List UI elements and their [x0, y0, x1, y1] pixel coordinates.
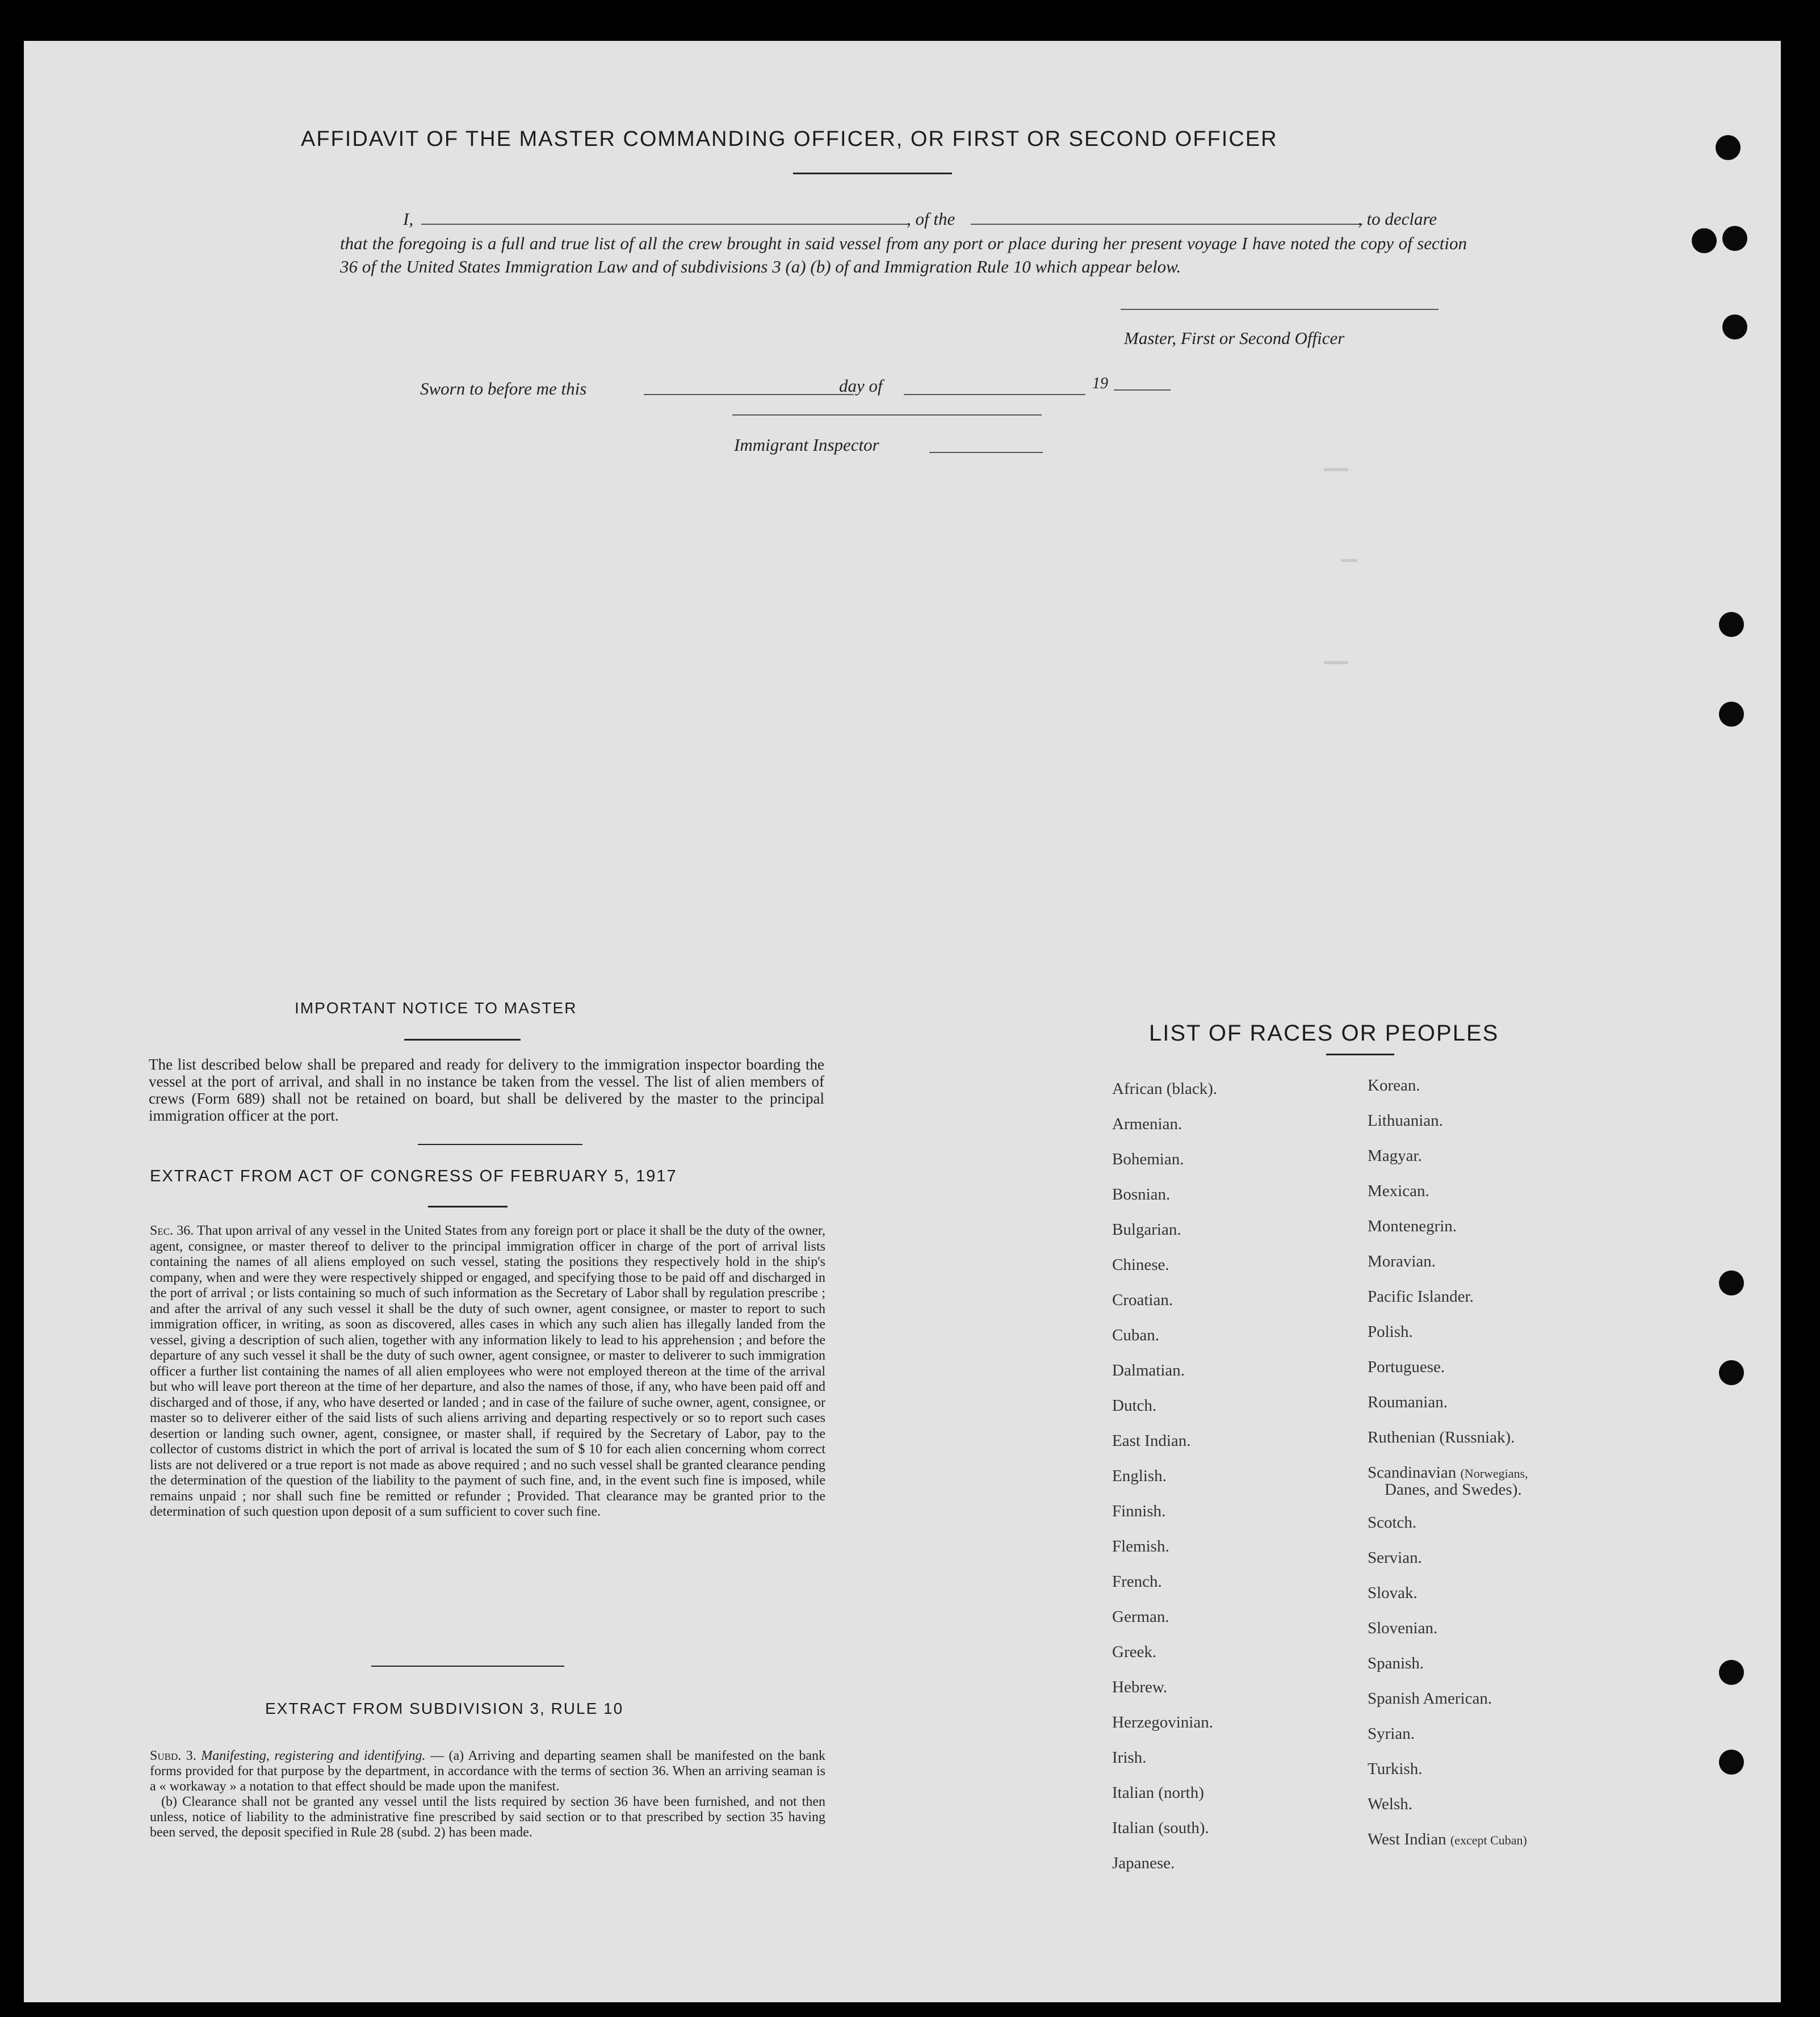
title-underline [793, 173, 952, 174]
race-item: Dalmatian. [1112, 1361, 1185, 1379]
race-note: (except Cuban) [1450, 1833, 1527, 1847]
race-item: Bosnian. [1112, 1185, 1171, 1204]
race-item: Spanish American. [1368, 1689, 1492, 1708]
notice-title: IMPORTANT NOTICE TO MASTER [295, 999, 577, 1017]
form-page [24, 41, 1781, 2002]
section-36-text: That upon arrival of any vessel in the United States from any foreign port or place it shall be the duty of the owner, agent, consignee, or master thereof to deliver to the principal immigration officer in charge of the port of arrival lists containing the names of all aliens employed on such vessel, stating the positions they respectively hold in the ship's company, when and were they were respectively shipped or engaged, and specifying those to be paid off and discharged in the port of arrival ; or lists containing so much of such information as the Secretary of Labor shall by regulation prescribe ; and after the arrival of any such vessel it shall be the duty of such owner, agent consignee, or master to report to such immigration officer, in writing, as soon as discovered, alles cases in which any such alien has illegally landed from the vessel, giving a description of such alien, together with any information likely to lead to his apprehension ; and before the departure of any such vessel it shall be the duty of such owner, agent consignee, or master to deliverer to such immigration officer a further list containing the names of all alien employees who were not employed thereon at the time of the arrival but who will leave port thereon at the time of her departure, and also the names of those, if any, who have been paid off and discharged and of those, if any, who have deserted or landed ; and in case of the failure of suche owner, agent, consignee, or master so to deliverer either of the said lists of such aliens arriving and departing respectively or so to report such cases desertion or landing such owner, agent, consignee, or master shall, if required by the Secretary of Labor, pay to the collector of customs district in which the port of arrival is located the sum of $ 10 for each alien concerning whom correct lists are not delivered or a true report is not made as above required ; and no such vessel shall be granted clearance pending the determination of the question of the liability to the payment of such fine, and, in the event such fine is imposed, while remains unpaid ; nor shall such fine be remitted or refunder ; Provided. That clearance may be granted prior to the determination of such question upon deposit of a sum sufficient to cover such fine. [150, 1223, 825, 1519]
race-item: Croatian. [1112, 1291, 1173, 1309]
inspector-signature-field[interactable] [732, 414, 1042, 416]
inspector-line [929, 452, 1043, 453]
races-title: LIST OF RACES OR PEOPLES [1149, 1021, 1499, 1046]
rule-paragraph-b: (b) Clearance shall not be granted any vessel until the lists required by section 36 have been furnished, and not then unless, notice of liability to the administrative fine prescribed by said section or to that prescribed by section 35 having been served, the deposit specified in Rule 28 (subd. 2) has been made. [150, 1794, 825, 1840]
race-note: (Norwegians, [1460, 1466, 1528, 1481]
race-item: Cuban. [1112, 1326, 1159, 1344]
race-item: Slovenian. [1368, 1619, 1438, 1637]
race-item: Syrian. [1368, 1725, 1415, 1743]
race-item: Polish. [1368, 1323, 1413, 1341]
punch-hole [1716, 135, 1741, 160]
race-name: West Indian [1368, 1830, 1446, 1848]
punch-hole [1722, 226, 1747, 251]
rule-paragraph-a [150, 1748, 825, 1794]
bleed-through-mark: ▬▬▬ [1324, 461, 1349, 476]
subdivision-label: Subd. 3. [150, 1748, 196, 1763]
races-underline [1326, 1054, 1394, 1055]
race-item: Bulgarian. [1112, 1221, 1181, 1239]
race-item: Servian. [1368, 1549, 1422, 1567]
race-item: African (black). [1112, 1080, 1218, 1098]
sworn-year-field[interactable] [1114, 389, 1171, 391]
bleed-through-mark: ▬▬ [1341, 552, 1357, 567]
race-name: Scandinavian [1368, 1464, 1457, 1482]
punch-hole [1719, 1750, 1744, 1775]
punch-hole [1719, 1660, 1744, 1685]
act-extract-divider [371, 1666, 564, 1667]
sworn-label: Sworn to before me this [420, 379, 587, 399]
notice-body: The list described below shall be prepared and ready for delivery to the immigration inspector boarding the vessel at the port of arrival, and shall in no instance be taken from the vessel. The list of alien members of crews (Form 689) shall not be retained on board, but shall be delivered by the master to the principal immigration officer at the port. [149, 1056, 824, 1124]
act-extract-underline [428, 1206, 508, 1207]
race-item: Spanish. [1368, 1654, 1424, 1672]
race-item-west-indian [1368, 1830, 1527, 1849]
section-label: Sec. 36. [150, 1223, 194, 1238]
race-item: Flemish. [1112, 1537, 1169, 1555]
rule-extract-body [150, 1748, 825, 1840]
race-item: Italian (south). [1112, 1819, 1209, 1837]
race-item: Japanese. [1112, 1854, 1175, 1872]
inspector-label: Immigrant Inspector [734, 435, 879, 455]
race-item: Hebrew. [1112, 1678, 1168, 1696]
race-item: Lithuanian. [1368, 1112, 1443, 1130]
race-item: Scotch. [1368, 1513, 1417, 1532]
affidavit-line-mid: , of the [907, 209, 955, 229]
punch-hole [1719, 612, 1744, 637]
race-item: Pacific Islander. [1368, 1288, 1474, 1306]
signature-label: Master, First or Second Officer [1124, 328, 1345, 348]
race-item: Finnish. [1112, 1502, 1166, 1520]
race-item: Chinese. [1112, 1256, 1169, 1274]
signature-field[interactable] [1121, 309, 1439, 310]
race-item: Dutch. [1112, 1397, 1157, 1415]
race-item: Magyar. [1368, 1147, 1422, 1165]
race-item: Slovak. [1368, 1584, 1418, 1602]
race-item: Turkish. [1368, 1760, 1423, 1778]
race-item: Roumanian. [1368, 1393, 1448, 1411]
race-note-continued: Danes, and Swedes). [1385, 1481, 1522, 1499]
race-item: Armenian. [1112, 1115, 1182, 1133]
year-prefix: 19 [1092, 375, 1108, 392]
punch-hole [1719, 1270, 1744, 1295]
race-item: Italian (north) [1112, 1784, 1204, 1802]
sworn-day-field[interactable] [644, 394, 854, 395]
bleed-through-mark: ▬▬▬ [1324, 654, 1349, 669]
race-item: German. [1112, 1608, 1169, 1626]
punch-hole [1722, 314, 1747, 339]
race-item: Ruthenian (Russniak). [1368, 1428, 1515, 1446]
sworn-month-field[interactable] [904, 394, 1085, 395]
punch-hole [1719, 702, 1744, 727]
rule-paragraph-a-text: — (a) Arriving and departing seamen shall be manifested on the bank forms provided for that purpose by the department, in accordance with the terms of section 36. When an arriving seaman is a « workaway » a notation to that effect should be made upon the manifest. [150, 1748, 826, 1794]
race-item: Greek. [1112, 1643, 1157, 1661]
notice-divider [418, 1144, 582, 1145]
race-item: Mexican. [1368, 1182, 1429, 1200]
affidavit-body: that the foregoing is a full and true list of all the crew brought in said vessel from any port or place during her present voyage I have noted the copy of section 36 of the United States Immigration Law and of subdivisions 3 (a) (b) of and Immigration Rule 10 which appear below. [340, 233, 1467, 276]
day-of-label: day of [839, 376, 883, 396]
race-item-scandinavian [1368, 1464, 1528, 1482]
race-item: East Indian. [1112, 1432, 1191, 1450]
race-item: Portuguese. [1368, 1358, 1445, 1376]
race-item: Irish. [1112, 1748, 1147, 1767]
race-item: Herzegovinian. [1112, 1713, 1213, 1731]
punch-hole [1692, 228, 1717, 253]
race-item: Welsh. [1368, 1795, 1413, 1813]
affidavit-title: AFFIDAVIT OF THE MASTER COMMANDING OFFICER, OR FIRST OR SECOND OFFICER [301, 127, 1278, 151]
race-item: Bohemian. [1112, 1150, 1184, 1168]
race-item: Korean. [1368, 1076, 1420, 1095]
vessel-field[interactable] [971, 224, 1362, 225]
affidavit-line-end: , to declare [1358, 209, 1437, 229]
notice-underline [404, 1039, 521, 1041]
race-item: Montenegrin. [1368, 1217, 1457, 1235]
name-field[interactable] [421, 224, 909, 225]
race-item: English. [1112, 1467, 1167, 1485]
act-extract-body [150, 1223, 825, 1520]
act-extract-title: EXTRACT FROM ACT OF CONGRESS OF FEBRUARY 5, 1917 [150, 1167, 677, 1185]
race-item: French. [1112, 1572, 1162, 1591]
punch-hole [1719, 1360, 1744, 1385]
rule-extract-title: EXTRACT FROM SUBDIVISION 3, RULE 10 [265, 1700, 624, 1717]
affidavit-line-start: I, [403, 209, 414, 229]
subdivision-heading: Manifesting, registering and identifying. [201, 1748, 426, 1763]
race-item: Moravian. [1368, 1252, 1436, 1270]
